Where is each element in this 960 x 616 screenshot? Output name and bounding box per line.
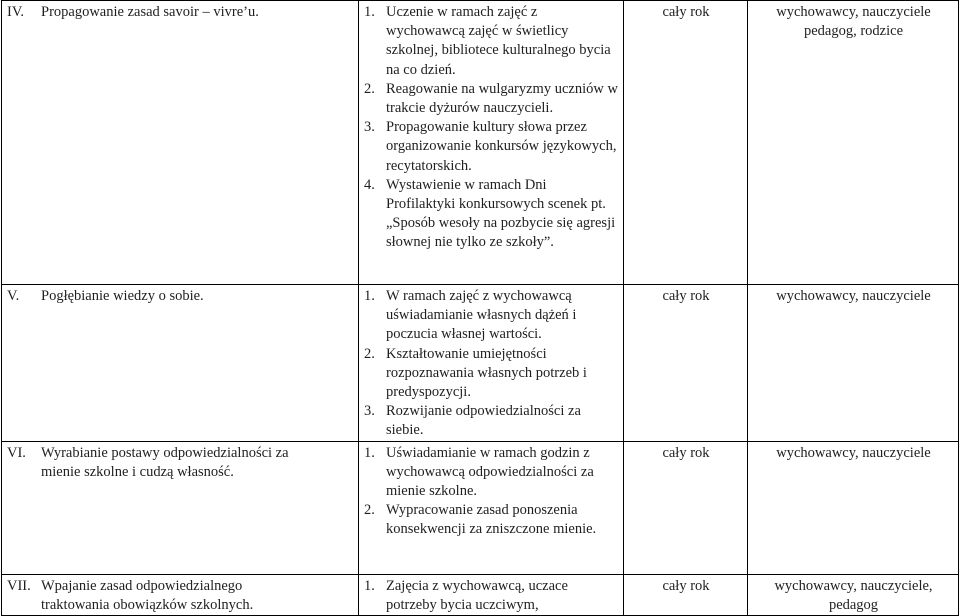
tasks-cell — [359, 285, 624, 442]
goal-cell — [2, 441, 359, 574]
responsible-cell — [748, 1, 959, 285]
task-list — [364, 577, 619, 615]
row-number: VII. — [7, 577, 31, 594]
table-row — [2, 1, 959, 285]
term-text: cały rok — [662, 444, 710, 461]
row-number: IV. — [7, 4, 25, 20]
list-item: 2. Wypracowanie zasad ponoszenia konsekwencji za zniszczone mienie. — [364, 502, 597, 538]
tasks-cell — [359, 1, 624, 285]
goal-title: Wyrabianie postawy odpowiedzialności za mienie szkolne i cudzą własność. — [41, 444, 289, 480]
row-number: V. — [7, 288, 20, 304]
table-row — [2, 574, 959, 615]
list-item: 1. W ramach zajęć z wychowawcą uświadamianie własnych dążeń i poczucia własnej wartości. — [364, 288, 577, 343]
responsible-cell — [748, 285, 959, 442]
table-row — [2, 285, 959, 442]
tasks-cell — [359, 441, 624, 574]
list-item: 2. Reagowanie na wulgaryzmy uczniów w trakcie dyżurów nauczycieli. — [364, 80, 618, 117]
row-number: VI. — [7, 444, 26, 461]
goal-cell — [2, 574, 359, 615]
term-cell — [624, 441, 748, 574]
responsible-text: wychowawcy, nauczyciele — [776, 444, 931, 461]
goal-cell — [2, 1, 359, 285]
term-cell — [624, 285, 748, 442]
list-item: 1. Uświadamianie w ramach godzin z wychowawcą odpowiedzialności za mienie szkolne. — [364, 444, 594, 500]
term-text: cały rok — [662, 4, 710, 20]
list-item: 1. Uczenie w ramach zajęć z wychowawcą zajęć w świetlicy szkolnej, bibliotece kulturalnego bycia na co dzień. — [364, 4, 611, 78]
responsible-text: wychowawcy, nauczyciele, pedagog — [774, 577, 933, 613]
goal-cell — [2, 285, 359, 442]
term-cell — [624, 574, 748, 615]
term-cell — [624, 1, 748, 285]
plan-table — [1, 0, 959, 616]
responsible-text: wychowawcy, nauczyciele — [776, 288, 931, 304]
list-item: 4. Wystawienie w ramach Dni Profilaktyki konkursowych scenek pt. „Sposób wesoły na pozbycie się agresji słownej nie tylko ze szkoły”. — [364, 176, 616, 251]
task-list — [364, 444, 619, 540]
list-item: 2. Kształtowanie umiejętności rozpoznawania własnych potrzeb i predyspozycji. — [364, 345, 587, 401]
list-item: 1. Zajęcia z wychowawcą, uczace potrzeby bycia uczciwym, — [364, 577, 568, 613]
tasks-cell — [359, 574, 624, 615]
goal-title: Propagowanie zasad savoir – vivre’u. — [41, 4, 259, 20]
responsible-text: wychowawcy, nauczyciele pedagog, rodzice — [776, 4, 931, 40]
list-item: 3. Rozwijanie odpowiedzialności za siebie. — [364, 403, 581, 439]
responsible-cell — [748, 441, 959, 574]
task-list — [364, 3, 619, 253]
responsible-cell — [748, 574, 959, 615]
task-list — [364, 287, 619, 441]
list-item: 3. Propagowanie kultury słowa przez organizowanie konkursów językowych, recytatorskich. — [364, 119, 617, 174]
term-text: cały rok — [662, 288, 710, 304]
term-text: cały rok — [662, 577, 710, 594]
goal-title: Pogłębianie wiedzy o sobie. — [41, 288, 204, 304]
goal-title: Wpajanie zasad odpowiedzialnego traktowania obowiązków szkolnych. — [41, 577, 254, 613]
table-row — [2, 441, 959, 574]
